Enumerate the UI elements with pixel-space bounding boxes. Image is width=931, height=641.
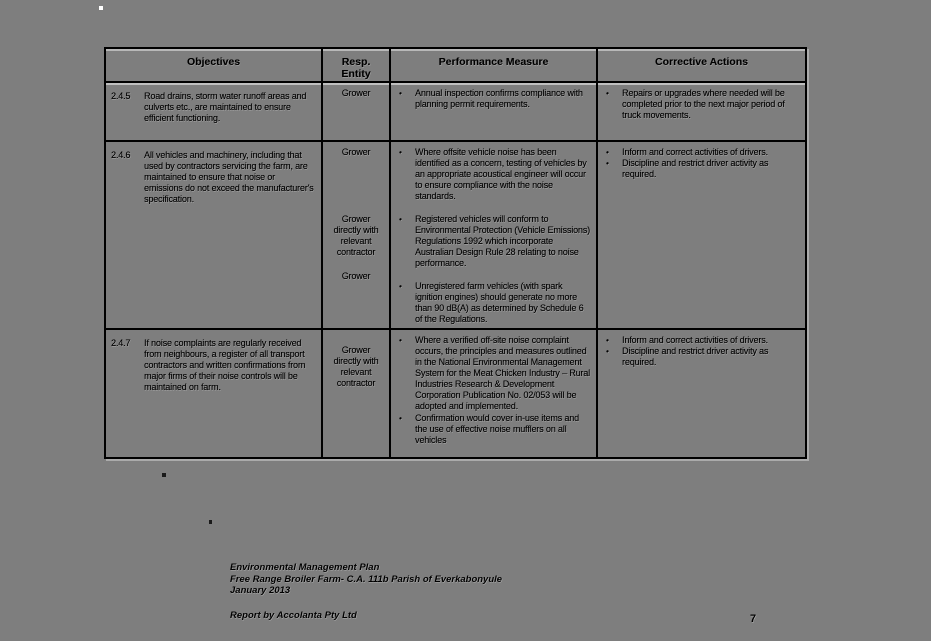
row-247-corrective-cell bbox=[598, 330, 805, 457]
row-246-objective-text: All vehicles and machinery, including that used by contractors servicing the farm, are maintained to ensure that noise or emissions do not exceed the manufacturer's specification. bbox=[144, 150, 314, 204]
row-245-corrective-cell bbox=[598, 83, 805, 142]
bullet-icon: • bbox=[399, 148, 402, 157]
bullet-icon: • bbox=[399, 215, 402, 224]
row-247-resp-cell bbox=[323, 330, 391, 457]
bullet-text: Repairs or upgrades where needed will be completed prior to the next major period of truck movements. bbox=[622, 88, 785, 120]
bullet-icon: • bbox=[606, 159, 609, 168]
row-246-corrective-cell bbox=[598, 142, 805, 330]
bullet-icon: • bbox=[399, 282, 402, 291]
bullet-icon: • bbox=[399, 89, 402, 98]
management-plan-table bbox=[104, 47, 807, 459]
row-246-resp-cell bbox=[323, 142, 391, 330]
bullet-item bbox=[396, 214, 591, 269]
bullet-item bbox=[603, 158, 800, 180]
resp-entity: Grower directly with relevant contractor bbox=[333, 345, 379, 388]
bullet-item bbox=[603, 346, 800, 368]
bullet-text: Unregistered farm vehicles (with spark ignition engines) should generate no more than 90 dB(A) as determined by Schedule 6 of the Regulations. bbox=[415, 281, 584, 324]
bullet-icon: • bbox=[399, 414, 402, 423]
header-resp-entity bbox=[323, 49, 391, 83]
header-performance-label: Performance Measure bbox=[438, 56, 549, 68]
bullet-text: Discipline and restrict driver activity as required. bbox=[622, 346, 769, 367]
bullet-item bbox=[603, 335, 800, 346]
bullet-item bbox=[603, 88, 800, 121]
bullet-item bbox=[603, 147, 800, 158]
row-247-objective-cell bbox=[106, 330, 323, 457]
bullet-text: Discipline and restrict driver activity as required. bbox=[622, 158, 769, 179]
bullet-icon: • bbox=[606, 347, 609, 356]
row-245-performance-cell bbox=[391, 83, 598, 142]
bullet-icon: • bbox=[606, 148, 609, 157]
row-247-id: 2.4.7 bbox=[111, 338, 131, 348]
row-245-id: 2.4.5 bbox=[111, 91, 131, 101]
header-objectives-label: Objectives bbox=[186, 56, 241, 68]
bullet-text: Where offsite vehicle noise has been identified as a concern, testing of vehicles by an appropriate acoustical engineer will occur to ensure compliance with the noise standards. bbox=[415, 147, 587, 201]
footer-plan-title: Environmental Management Plan bbox=[230, 562, 380, 573]
bullet-icon: • bbox=[606, 336, 609, 345]
resp-entity: Grower bbox=[341, 271, 371, 281]
scan-artifact-dot bbox=[162, 473, 166, 477]
bullet-item bbox=[396, 88, 591, 110]
page-number: 7 bbox=[750, 613, 757, 625]
bullet-item bbox=[396, 147, 591, 202]
bullet-text: Inform and correct activities of drivers. bbox=[622, 147, 768, 157]
row-246-id: 2.4.6 bbox=[111, 150, 131, 160]
document-footer bbox=[230, 562, 502, 621]
row-247-performance-cell bbox=[391, 330, 598, 457]
footer-farm-title: Free Range Broiler Farm- C.A. 111b Parish of Everkabonyule bbox=[230, 573, 503, 585]
resp-entity: Grower bbox=[341, 88, 371, 98]
bullet-icon: • bbox=[399, 336, 402, 345]
row-245-objective-text: Road drains, storm water runoff areas and culverts etc., are maintained to ensure efficient functioning. bbox=[144, 91, 307, 123]
row-245-objective-cell bbox=[106, 83, 323, 142]
header-performance-measure bbox=[391, 49, 598, 83]
resp-entity: Grower directly with relevant contractor bbox=[333, 214, 379, 257]
bullet-text: Where a verified off-site noise complaint occurs, the principles and measures outlined in the National Environmental Management System for the Meat Chicken Industry – Rural Industries Research & Development Corporation Publication No. 02/053 will be adopted and implemented. bbox=[415, 335, 590, 411]
header-corrective-label: Corrective Actions bbox=[655, 56, 748, 68]
header-resp-line2: Entity bbox=[341, 68, 371, 80]
scan-artifact-dot bbox=[99, 6, 103, 10]
bullet-text: Registered vehicles will conform to Environmental Protection (Vehicle Emissions) Regulations 1992 which incorporate Australian Design Rule 28 relating to noise performance. bbox=[415, 214, 590, 268]
bullet-item bbox=[396, 413, 591, 446]
footer-date: January 2013 bbox=[230, 585, 291, 596]
bullet-text: Confirmation would cover in-use items and the use of effective noise mufflers on all vehicles bbox=[415, 413, 579, 445]
row-246-objective-cell bbox=[106, 142, 323, 330]
header-resp-line1: Resp. bbox=[341, 56, 371, 68]
bullet-icon: • bbox=[606, 89, 609, 98]
bullet-item bbox=[396, 335, 591, 412]
bullet-text: Inform and correct activities of drivers. bbox=[622, 335, 768, 345]
row-245-resp-cell bbox=[323, 83, 391, 142]
footer-report-by: Report by Accolanta Pty Ltd bbox=[230, 609, 357, 621]
bullet-item bbox=[396, 281, 591, 325]
bullet-text: Annual inspection confirms compliance with planning permit requirements. bbox=[415, 88, 583, 109]
header-objectives bbox=[106, 49, 323, 83]
resp-entity: Grower bbox=[341, 147, 371, 157]
row-247-objective-text: If noise complaints are regularly received from neighbours, a register of all transport contractors and written confirmations from major firms of their noise controls will be maintained on farm. bbox=[144, 338, 306, 392]
header-corrective-actions bbox=[598, 49, 805, 83]
scan-artifact-dot bbox=[209, 520, 212, 524]
row-246-performance-cell bbox=[391, 142, 598, 330]
